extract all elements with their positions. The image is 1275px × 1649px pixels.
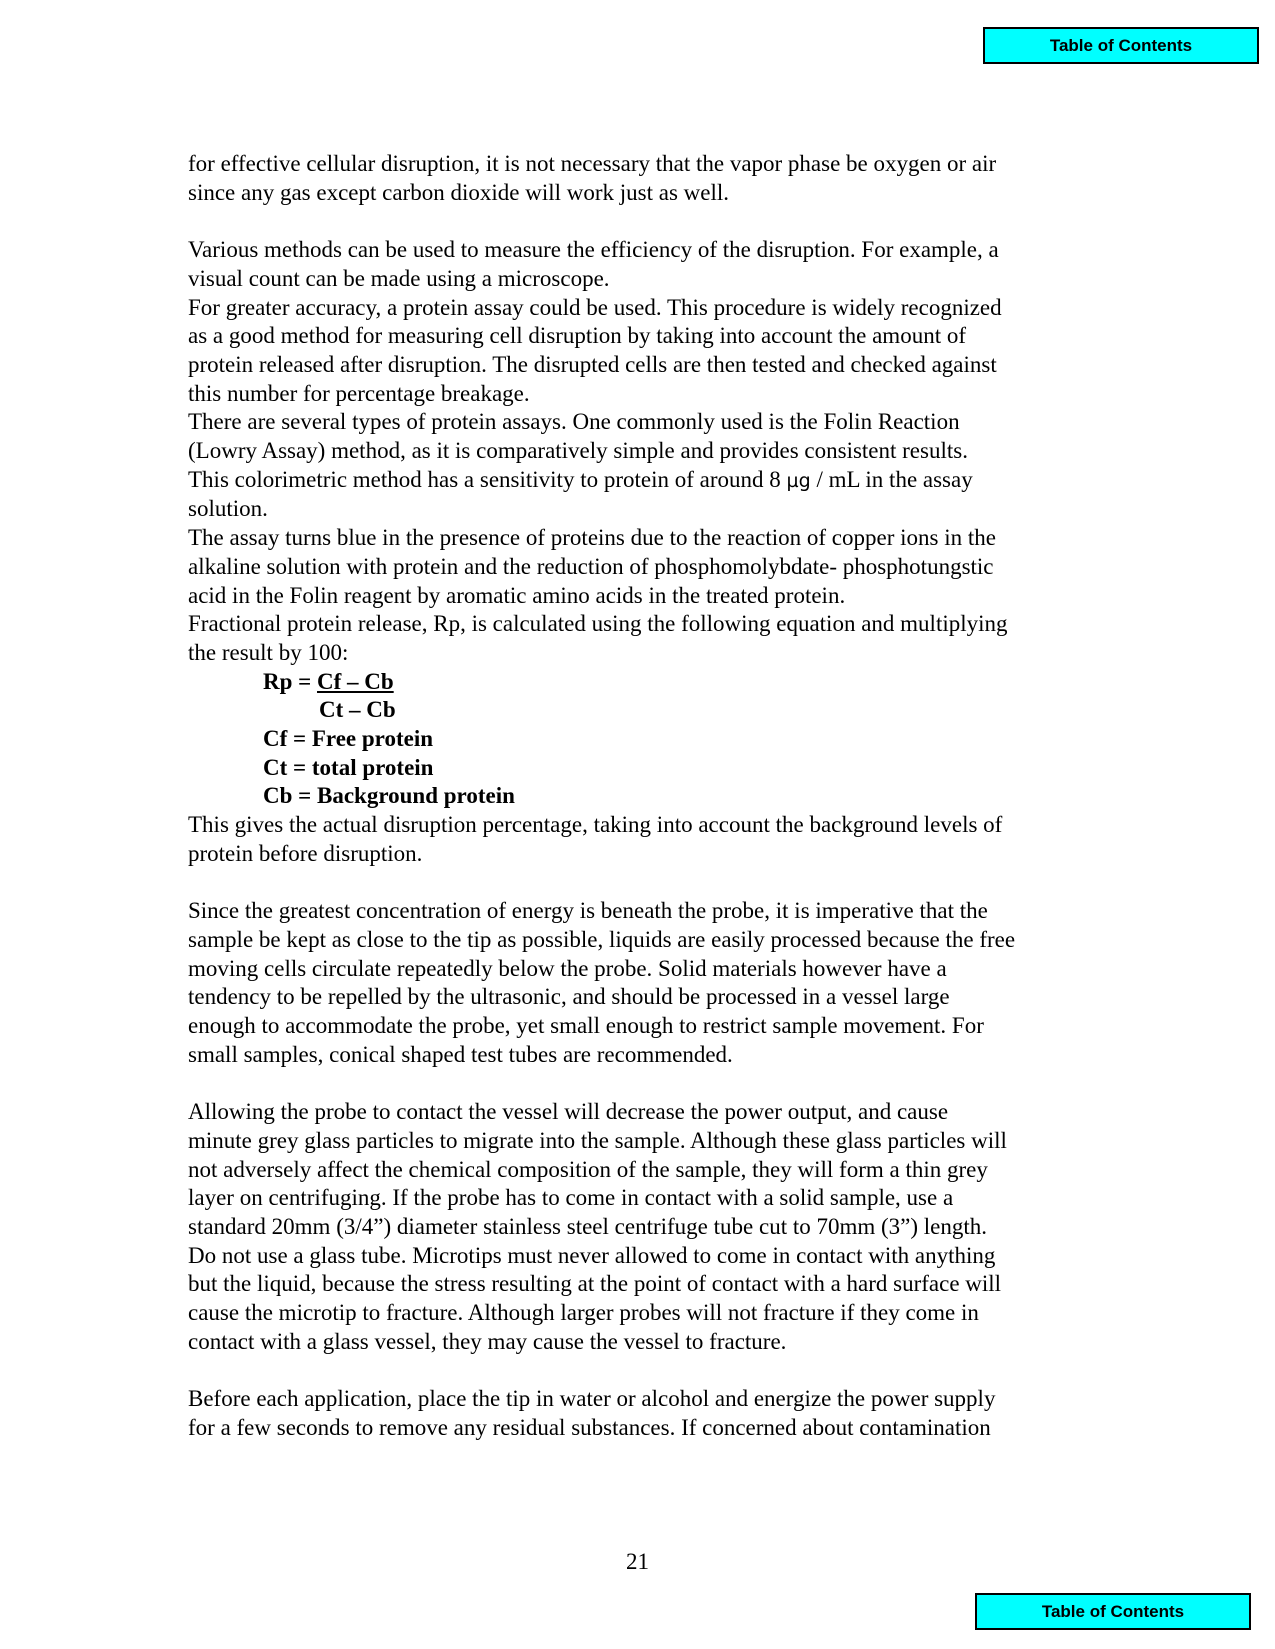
text-line: The assay turns blue in the presence of proteins due to the reaction of copper ions in the [188, 525, 996, 551]
paragraph-gap [188, 1356, 1108, 1385]
table-of-contents-button-top[interactable]: Table of Contents [983, 27, 1259, 64]
paragraph-gap [188, 207, 1108, 236]
table-of-contents-button-bottom[interactable]: Table of Contents [975, 1593, 1251, 1630]
text-line: minute grey glass particles to migrate into the sample. Although these glass particles will [188, 1127, 1007, 1153]
formula-denominator: Ct – Cb [319, 697, 396, 723]
sensitivity-text-after: / mL in the assay [810, 466, 973, 492]
text-line: tendency to be repelled by the ultrasonic, and should be processed in a vessel large [188, 984, 950, 1010]
formula-lhs: Rp = [263, 668, 318, 694]
paragraph-disruption-percentage [188, 811, 1108, 868]
paragraph-gap [188, 869, 1108, 898]
text-line: Various methods can be used to measure the efficiency of the disruption. For example, a [188, 237, 999, 263]
formula-definition-cb: Cb = Background protein [263, 783, 515, 809]
paragraph-probe-contact [188, 1098, 1108, 1356]
paragraph-measuring-disruption [188, 236, 1108, 668]
text-line: solution. [188, 496, 268, 522]
text-line: enough to accommodate the probe, yet small enough to restrict sample movement. For [188, 1013, 984, 1039]
text-line: cause the microtip to fracture. Although larger probes will not fracture if they come in [188, 1300, 979, 1326]
text-line: as a good method for measuring cell disruption by taking into account the amount of [188, 323, 966, 349]
text-line: Since the greatest concentration of energy is beneath the probe, it is imperative that the [188, 898, 988, 924]
text-line: protein released after disruption. The disrupted cells are then tested and checked against [188, 351, 997, 377]
formula-definition-cf: Cf = Free protein [263, 726, 434, 752]
text-line: acid in the Folin reagent by aromatic amino acids in the treated protein. [188, 582, 846, 608]
text-line: Allowing the probe to contact the vessel will decrease the power output, and cause [188, 1099, 949, 1125]
text-line: layer on centrifuging. If the probe has to come in contact with a solid sample, use a [188, 1185, 954, 1211]
formula-definition-ct: Ct = total protein [263, 754, 434, 780]
text-line: This gives the actual disruption percentage, taking into account the background levels of [188, 812, 1003, 838]
text-line: protein before disruption. [188, 840, 423, 866]
text-line: contact with a glass vessel, they may cause the vessel to fracture. [188, 1328, 787, 1354]
sensitivity-text-before: This colorimetric method has a sensitivity to protein of around 8 [188, 466, 787, 492]
protein-release-formula [188, 668, 1108, 812]
text-line: visual count can be made using a microscope. [188, 265, 610, 291]
text-line: for effective cellular disruption, it is not necessary that the vapor phase be oxygen or air [188, 151, 997, 176]
text-line: Before each application, place the tip in water or alcohol and energize the power supply [188, 1386, 996, 1412]
text-line: sample be kept as close to the tip as possible, liquids are easily processed because the free [188, 926, 1016, 952]
paragraph-energy-concentration [188, 897, 1108, 1069]
document-body [188, 150, 1108, 1443]
paragraph-before-application [188, 1385, 1108, 1442]
page-number: 21 [626, 1549, 649, 1574]
text-line: Do not use a glass tube. Microtips must never allowed to come in contact with anything [188, 1242, 996, 1268]
text-line: this number for percentage breakage. [188, 380, 530, 406]
text-line: Fractional protein release, Rp, is calculated using the following equation and multiplying [188, 611, 1008, 637]
text-line: since any gas except carbon dioxide will work just as well. [188, 179, 729, 205]
paragraph-gap [188, 1069, 1108, 1098]
text-line: the result by 100: [188, 639, 349, 665]
text-line: but the liquid, because the stress resulting at the point of contact with a hard surface will [188, 1271, 1002, 1297]
sensitivity-line [188, 466, 1108, 496]
text-line: for a few seconds to remove any residual substances. If concerned about contamination [188, 1414, 991, 1440]
text-line: For greater accuracy, a protein assay could be used. This procedure is widely recognized [188, 294, 1002, 320]
formula-numerator: Cf – Cb [317, 668, 394, 694]
text-line: (Lowry Assay) method, as it is comparatively simple and provides consistent results. [188, 438, 968, 464]
text-line: small samples, conical shaped test tubes are recommended. [188, 1041, 733, 1067]
text-line: standard 20mm (3/4”) diameter stainless steel centrifuge tube cut to 70mm (3”) length. [188, 1213, 988, 1239]
text-line: There are several types of protein assays. One commonly used is the Folin Reaction [188, 409, 960, 435]
microgram-unit: µg [786, 469, 811, 492]
text-line: moving cells circulate repeatedly below the probe. Solid materials however have a [188, 955, 947, 981]
paragraph-vapor-phase [188, 150, 1108, 207]
formula-equation-line [263, 668, 1108, 697]
text-line: not adversely affect the chemical composition of the sample, they will form a thin grey [188, 1156, 988, 1182]
text-line: alkaline solution with protein and the reduction of phosphomolybdate- phosphotungstic [188, 553, 994, 579]
